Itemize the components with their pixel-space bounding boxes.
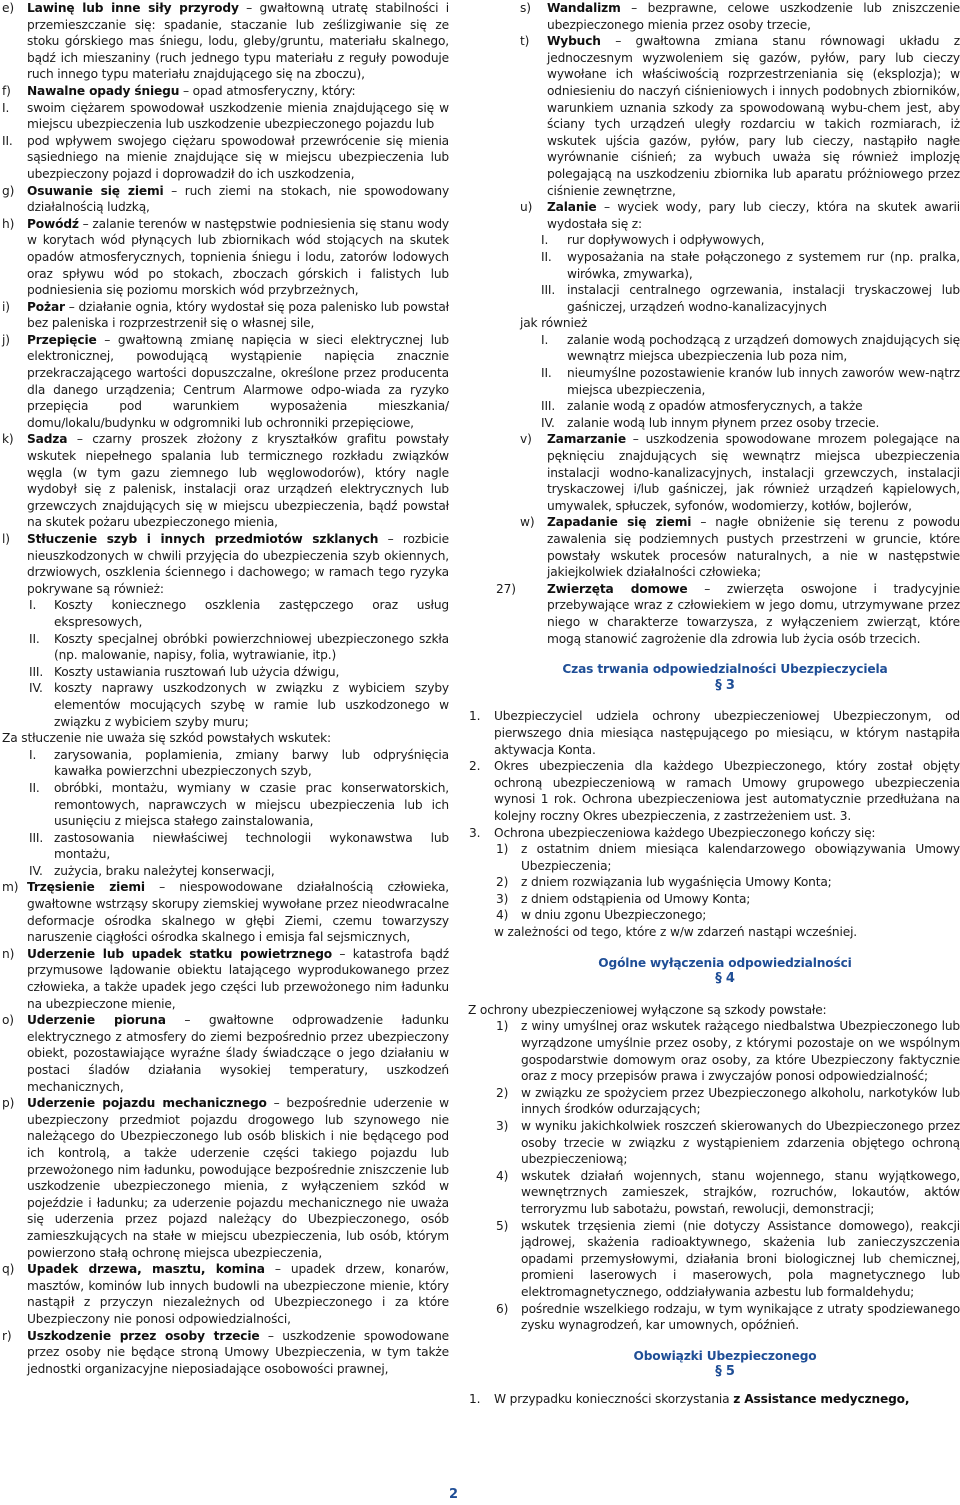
definition-q: q) Upadek drzewa, masztu, komina – upadek drzew, konarów, masztów, kominów lub innych budowli na ubezpieczone mienie, który nastąpił z przyczyn niezależnych od Ubezpieczonego i za które Ubezpieczony nie ponosi odpowiedzialności, <box>2 1262 450 1326</box>
definition-term: Stłuczenie szyb i innych przedmiotów szklanych <box>27 532 379 546</box>
definition-l: l) Stłuczenie szyb i innych przedmiotów szklanych – rozbicie nieuszkodzonych w chwili przyjęcia do ubezpieczenia szyb okiennych, drzwiowych, oszklenia ściennego i dachowego; w ramach tego ryzyka pokrywane są również: <box>2 532 449 596</box>
definition-term: Zapadanie się ziemi <box>547 515 692 530</box>
definition-o: o) Uderzenie pioruna – gwałtowne odprowadzenie ładunku elektrycznego z atmosfery do ziemi bezpośrednio przez ubezpieczony obiekt, pozostawiające wyraźne ślady świadczące o jego działaniu w postaci śladów działania wysokiej temperatury, uszkodzeń mechanicznych, <box>2 1013 449 1094</box>
section-3-closing: w zależności od tego, które z w/w zdarzeń nastąpi wcześniej. <box>494 925 858 940</box>
left-column <box>2 0 449 1377</box>
section-4-item-3: 3) w wyniku jakichkolwiek roszczeń skierowanych do Ubezpieczonego przez osoby trzecie w związku z wystąpieniem zdarzenia objętego ochroną ubezpieczeniową; <box>496 1119 960 1167</box>
definition-27: 27) Zwierzęta domowe – zwierzęta oswojone i tradycyjnie przebywające wraz z człowiekiem w jego domu, utrzymywane przez niego w charakterze towarzysza, z wyłączeniem zwierząt, które mogą stanowić zagrożenie dla zdrowia lub życia osób trzecich. <box>496 581 960 646</box>
definition-term: z Assistance medycznego, <box>733 1391 910 1406</box>
section-5-title: Obowiązki Ubezpieczonego <box>633 1348 817 1363</box>
definition-term: Wybuch <box>547 34 601 49</box>
definition-term: Osuwanie się ziemi <box>27 183 164 198</box>
section-4-item-2: 2) w związku ze spożyciem przez Ubezpieczonego alkoholu, narkotyków lub innych środków odurzających; <box>496 1085 960 1117</box>
definition-f: f) Nawalne opady śniegu – opad atmosferyczny, który: <box>2 83 356 98</box>
exclusion-item-4: IV. zużycia, braku należytej konserwacji, <box>29 863 275 878</box>
spacer <box>468 988 960 1002</box>
definition-term: Powódź <box>27 216 79 231</box>
definition-u-sub-6: III. zalanie wodą z opadów atmosferycznych, a także <box>541 399 863 414</box>
section-4-number: § 4 <box>715 971 735 987</box>
definition-k: k) Sadza – czarny proszek złożony z kryształków grafitu powstały wskutek niepełnego spalania lub termicznego rozkładu związków węgla (w tym gazu ziemnego lub węglowodorów), który nagle wydobył się z palenisk, instalacji oraz urządzeń elektrycznych lub grzewczych znajdujących się w miejscu ubezpieczenia, bądź powstał na skutek pożaru ubezpieczonego mienia, <box>2 432 449 530</box>
definition-u-sub-7: IV. zalanie wodą lub innym płynem przez osoby trzecie. <box>541 415 880 430</box>
definition-g: g) Osuwanie się ziemi – ruch ziemi na stokach, nie spowodowany działalnością ludzką, <box>2 183 450 215</box>
definition-w: w) Zapadanie się ziemi – nagłe obniżenie się terenu z powodu zawalenia się podziemnych pustych przestrzeni w gruncie, które powstały wskutek procesów naturalnych, a nie w następstwie jakiejkolwiek działalności człowieka; <box>520 515 960 580</box>
definition-t: t) Wybuch – gwałtowna zmiana stanu równowagi układu z jednoczesnym wyzwoleniem się gazów, pyłów, pary lub cieczy wywołane ich właściwością rozprzestrzeniania się (eksplozja); w odniesieniu do naczyń ciśnieniowych i innych podobnych zbiorników, warunkiem uznania szkody za spowodowaną wybu-chem jest, aby ściany tych urządzeń uległy rozdarciu w takich rozmiarach, iż wskutek ujścia gazów, pyłów, pary lub cieczy, nastąpiło nagłe wyrównanie ciśnień; za wybuch uważa się również implozję polegającą na uszkodzeniu zbiornika lub aparatu próżniowego przez ciśnienie zewnętrzne, <box>520 34 960 198</box>
spacer <box>468 1334 960 1348</box>
definition-h: h) Powódź – zalanie terenów w następstwie podniesienia się stanu wody w korytach wód płynących lub zbiornikach wód stojących na skutek opadów atmosferycznych, topnienia śniegu i lodu, zatorów lodowych oraz spływu wód po stokach, zboczach górskich i falistych lub podniesienia się poziomu morskich wód przybrzeżnych, <box>2 216 449 298</box>
definition-n: n) Uderzenie lub upadek statku powietrznego – katastrofa bądź przymusowe lądowanie obiektu latającego wyprodukowanego przez człowieka, a także upadek jego części lub przewożonego nim ładunku na ubezpieczone mienie, <box>2 946 450 1011</box>
spacer <box>468 647 960 661</box>
definition-term: Trzęsienie ziemi <box>27 880 145 895</box>
section-5-number: § 5 <box>715 1364 735 1380</box>
definition-r: r) Uszkodzenie przez osoby trzecie – uszkodzenie spowodowane przez osoby nie będące stroną Umowy Ubezpieczenia, w tym także jednostki organizacyjne nieposiadające osobowości prawnej, <box>2 1328 449 1376</box>
definition-term: Zwierzęta domowe <box>547 581 688 596</box>
exclusion-item-1: I. zarysowania, poplamienia, zmiany barwy lub odpryśnięcia kawałka powierzchni ubezpieczonych szyb, <box>29 747 449 779</box>
section-3-title: Czas trwania odpowiedzialności Ubezpieczyciela <box>562 662 888 677</box>
definition-term: Przepięcie <box>27 332 97 347</box>
definition-term: Uderzenie pojazdu mechanicznego <box>27 1096 267 1111</box>
section-4-item-4: 4) wskutek działań wojennych, stanu wojennego, stanu wyjątkowego, wewnętrznych zamieszek, strajków, rozruchów, lokautów, aktów terroryzmu lub sabotażu, powstań, rewolucji, demonstracji; <box>496 1168 960 1216</box>
definition-e: e) Lawinę lub inne siły przyrody – gwałtowną utratę stabilności i przemieszczanie się: spadanie, staczanie lub ześlizgiwanie się ze stoku górskiego mas śniegu, lodu, gleby/gruntu, materiału skalnego, bądź ich mieszaniny (ruch jednego typu materiału z reguły powoduje ruch innego typu materiału znajdującego się na zboczu), <box>2 1 449 82</box>
definition-term: Sadza <box>27 432 68 447</box>
section-3-point-2: 2. Okres ubezpieczenia dla każdego Ubezpieczonego, który został objęty ochroną ubezpieczeniową w ramach Umowy grupowego ubezpieczenia wynosi 1 rok. Ochrona ubezpieczeniowa jest automatycznie przedłużana na kolejny roczny Okres ubezpieczenia, z zastrzeżeniem ust. 3. <box>469 759 960 823</box>
section-3-point-3-sub-2: 2) z dniem rozwiązania lub wygaśnięcia Umowy Konta; <box>496 875 832 890</box>
section-4-intro: Z ochrony ubezpieczeniowej wyłączone są szkody powstałe: <box>468 1002 827 1017</box>
section-3-point-1: 1. Ubezpieczyciel udziela ochrony ubezpieczeniowej Ubezpieczonym, od pierwszego dnia miesiąca następującego po miesiącu, w którym nastąpiła aktywacja Konta. <box>469 709 960 757</box>
definition-term: Wandalizm <box>547 1 621 15</box>
section-3-point-3-sub-3: 3) z dniem odstąpienia od Umowy Konta; <box>496 891 751 906</box>
right-column <box>468 0 960 1408</box>
definition-u-sub-1: I. rur dopływowych i odpływowych, <box>541 233 765 248</box>
definition-l-sub-1: I. Koszty koniecznego oszklenia zastępczego oraz usług ekspresowych, <box>29 598 449 629</box>
definition-u: u) Zalanie – wyciek wody, pary lub cieczy, która na skutek awarii wydostała się z: <box>520 200 960 231</box>
definition-f-sub-1: I. swoim ciężarem spowodował uszkodzenie mienia znajdującego się w miejscu ubezpieczenia lub uszkodzenie ubezpieczonego pojazdu lub <box>2 100 449 132</box>
definition-l-sub-4: IV. koszty naprawy uszkodzonych w związku z wybiciem szyby elementów mocujących szybę w ramie lub uszkodzonego w związku z wybiciem szyby muru; <box>29 681 449 729</box>
definition-p: p) Uderzenie pojazdu mechanicznego – bezpośrednie uderzenie w ubezpieczony przedmiot pojazdu drogowego lub szynowego nie należącego do Ubezpieczonego lub osób bliskich i nie będącego pod ich kontrolą, a także uderzenie części takiego pojazdu lub przewożonego nim ładunku, powodujące bezpośrednie zniszczenie lub uszkodzenie ubezpieczonego mienia, z wyłączeniem szkód w pojeździe i ładunku; za uderzenie pojazdu mechanicznego nie uważa się uderzenia przez pojazd należący do Ubezpieczonego, osób zamieszkujących na stałe w miejscu ubezpieczenia, lub osób, którym powierzono stałą ochronę miejsca ubezpieczenia, <box>2 1096 449 1260</box>
definition-term: Nawalne opady śniegu <box>27 83 180 98</box>
definition-u-sub-2: II. wyposażania na stałe połączonego z systemem rur (np. pralka, wirówka, zmywarka), <box>541 249 960 281</box>
exclusion-item-3: III. zastosowania niewłaściwej technologii wykonawstwa lub montażu, <box>29 830 449 862</box>
section-4-title: Ogólne wyłączenia odpowiedzialności <box>598 955 852 970</box>
section-4-item-5: 5) wskutek trzęsienia ziemi (nie dotyczy Assistance domowego), reakcji jądrowej, skażenia radioaktywnego, skażenia lub zanieczyszczenia opadami przemysłowymi, działania broni biologicznej lub chemicznej, promieni laserowych i maserowych, pola magnetycznego lub elektromagnetycznego, oddziaływania azbestu lub formaldehydu; <box>496 1218 960 1299</box>
exclusion-item-2: II. obróbki, montażu, wymiany w czasie prac konserwatorskich, remontowych, naprawczych w miejscu ubezpieczenia lub ich usunięciu z miejsca stałego zainstalowania, <box>29 780 449 829</box>
definition-i: i) Pożar – działanie ognia, który wydostał się poza palenisko lub powstał bez paleniska i rozprzestrzenił się o własnej sile, <box>2 299 449 331</box>
section-4-item-1: 1) z winy umyślnej oraz wskutek rażącego niedbalstwa Ubezpieczonego lub wyrządzone umyślnie przez osoby, z którymi pozostaje on we wspólnym gospodarstwie domowym oraz osoby, za które Ubezpieczony faktycznie oraz z mocy przepisów prawa i zwyczajów ponosi odpowiedzialność; <box>496 1019 960 1084</box>
definition-l-sub-3: III. Koszty ustawiania rusztowań lub użycia dźwigu, <box>29 664 340 679</box>
definition-f-sub-2: II. pod wpływem swojego ciężaru spowodował przewrócenie się mienia sąsiedniego na mienie znajdujące się w miejscu ubezpieczenia lub ubezpieczony pojazd i doprowadził do ich uszkodzenia, <box>2 133 449 181</box>
definition-u-sub-5: II. nieumyślne pozostawienie kranów lub innych zaworów wew-nątrz miejsca ubezpieczenia, <box>541 366 960 397</box>
section-4-item-6: 6) pośrednie wszelkiego rodzaju, w tym wynikające z utraty spodziewanego zysku wynagrodzeń, kar umownych, opóźnień. <box>496 1301 960 1333</box>
exclusion-intro: Za stłuczenie nie uważa się szkód powstałych wskutek: <box>2 731 331 746</box>
section-3-point-3: 3. Ochrona ubezpieczeniowa każdego Ubezpieczonego kończy się: <box>469 825 876 840</box>
section-5-point-1: 1. W przypadku konieczności skorzystania z Assistance medycznego, <box>469 1391 910 1406</box>
definition-u-sub-3: III. instalacji centralnego ogrzewania, instalacji tryskaczowej lub gaśniczej, urządzeń wodno-kanalizacyjnych <box>541 283 960 314</box>
definition-term: Zalanie <box>547 200 597 215</box>
definition-v: v) Zamarzanie – uszkodzenia spowodowane mrozem polegające na pęknięciu znajdujących się wewnątrz miejsca ubezpieczenia instalacji wodno-kanalizacyjnych, instalacji grzewczych, instalacji tryskaczowej i/lub gaśniczej, jak również urządzeń kąpielowych, umywalek, spłuczek, syfonów, wodomierzy, kotłów, bojlerów, <box>520 432 960 513</box>
definition-term: Uszkodzenie przez osoby trzecie <box>27 1328 260 1343</box>
definition-m: m) Trzęsienie ziemi – niespowodowane działalnością człowieka, gwałtowne wstrząsy skorupy ziemskiej wywołane przez nieodwracalne deformacje ośrodka skalnego w głębi Ziemi, czemu towarzyszy naruszenie ciągłości ośrodka skalnego i emisja fal sejsmicznych, <box>2 880 449 945</box>
definition-term: Uderzenie lub upadek statku powietrznego <box>27 946 332 961</box>
page-number: 2 <box>449 1487 459 1502</box>
spacer <box>468 941 960 955</box>
definition-term: Upadek drzewa, masztu, komina <box>27 1262 265 1277</box>
section-3-point-3-sub-4: 4) w dniu zgonu Ubezpieczonego; <box>496 908 707 923</box>
definition-s: s) Wandalizm – bezprawne, celowe uszkodzenie lub zniszczenie ubezpieczonego mienia przez osoby trzecie, <box>520 1 960 32</box>
section-3-number: § 3 <box>715 677 735 693</box>
spacer <box>468 1381 960 1391</box>
definition-term: Zamarzanie <box>547 432 626 447</box>
definition-j: j) Przepięcie – gwałtowną zmianę napięcia w sieci elektrycznej lub elektronicznej, powodującą wystąpienie napięcia znacznie przekraczającego wartości dopuszczalne, określone przez producenta dla danego urządzenia; Centrum Alarmowe odpo-wiada za ryzyko przepięcia pod warunkiem wyposażenia mieszkania/ domu/lokalu/budynku w odgromniki lub ochronniki przepięciowe, <box>2 332 449 430</box>
definition-term: Uderzenie pioruna <box>27 1013 166 1028</box>
spacer <box>468 694 960 708</box>
definition-term: Pożar <box>27 299 65 314</box>
definition-u-sub-4: I. zalanie wodą pochodzącą z urządzeń domowych znajdujących się wewnątrz miejsca ubezpieczenia lub poza nim, <box>541 332 960 364</box>
definition-l-sub-2: II. Koszty specjalnej obróbki powierzchniowej ubezpieczonego szkła (np. malowanie, napisy, folia, wytrawianie, itp.) <box>29 631 449 663</box>
section-3-point-3-sub-1: 1) z ostatnim dniem miesiąca kalendarzowego obowiązywania Umowy Ubezpieczenia; <box>496 842 960 873</box>
definition-u-also: jak również <box>520 316 588 331</box>
definition-term: Lawinę lub inne siły przyrody <box>27 1 239 15</box>
